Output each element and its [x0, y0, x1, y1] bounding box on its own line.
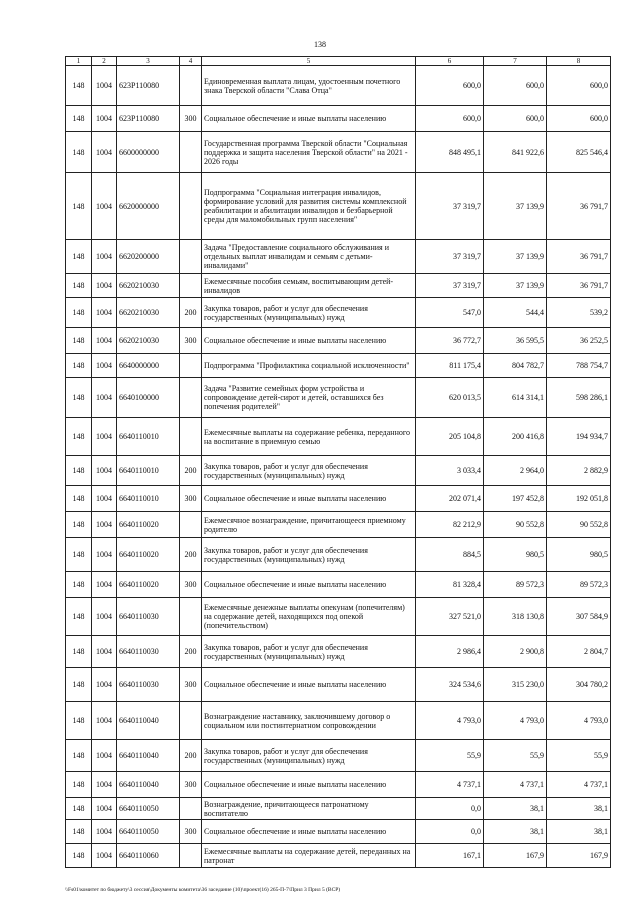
table-row	[66, 636, 611, 668]
cell-ministry-code: 148	[66, 572, 92, 598]
cell-amount-year2: 38,1	[484, 798, 547, 820]
cell-amount-year3: 167,9	[547, 844, 611, 868]
table-row	[66, 173, 611, 240]
cell-ministry-code: 148	[66, 702, 92, 740]
cell-target-article: 6620210030	[117, 298, 180, 328]
cell-amount-year1: 3 033,4	[416, 456, 484, 486]
cell-amount-year3: 2 804,7	[547, 636, 611, 668]
cell-target-article: 6640110010	[117, 456, 180, 486]
cell-amount-year3: 38,1	[547, 820, 611, 844]
cell-section-code: 1004	[92, 740, 117, 772]
cell-amount-year2: 600,0	[484, 106, 547, 132]
cell-amount-year1: 37 319,7	[416, 274, 484, 298]
table-row	[66, 106, 611, 132]
cell-amount-year3: 304 780,2	[547, 668, 611, 702]
cell-section-code: 1004	[92, 820, 117, 844]
cell-amount-year3: 90 552,8	[547, 512, 611, 538]
cell-expense-type: 200	[180, 740, 202, 772]
cell-expense-type: 200	[180, 456, 202, 486]
cell-section-code: 1004	[92, 456, 117, 486]
cell-ministry-code: 148	[66, 66, 92, 106]
cell-amount-year3: 89 572,3	[547, 572, 611, 598]
cell-target-article: 6620210030	[117, 274, 180, 298]
cell-amount-year2: 2 964,0	[484, 456, 547, 486]
cell-expense-type	[180, 173, 202, 240]
cell-section-code: 1004	[92, 378, 117, 418]
cell-section-code: 1004	[92, 328, 117, 354]
cell-target-article: 6640110020	[117, 572, 180, 598]
cell-ministry-code: 148	[66, 328, 92, 354]
cell-amount-year2: 200 416,8	[484, 418, 547, 456]
cell-amount-year2: 167,9	[484, 844, 547, 868]
cell-target-article: 6640110040	[117, 740, 180, 772]
cell-target-article: 6640110050	[117, 798, 180, 820]
cell-section-code: 1004	[92, 173, 117, 240]
cell-ministry-code: 148	[66, 132, 92, 173]
cell-description: Единовременная выплата лицам, удостоенным почетного знака Тверской области "Слава Отца"	[202, 66, 416, 106]
cell-target-article: 6640110030	[117, 636, 180, 668]
cell-ministry-code: 148	[66, 598, 92, 636]
cell-expense-type	[180, 798, 202, 820]
cell-amount-year2: 841 922,6	[484, 132, 547, 173]
cell-description: Социальное обеспечение и иные выплаты населению	[202, 328, 416, 354]
cell-description: Закупка товаров, работ и услуг для обеспечения государственных (муниципальных) нужд	[202, 298, 416, 328]
cell-description: Социальное обеспечение и иные выплаты населению	[202, 668, 416, 702]
cell-section-code: 1004	[92, 418, 117, 456]
cell-expense-type	[180, 702, 202, 740]
cell-description: Вознаграждение наставнику, заключившему договор о социальном или постинтернатном сопровождении	[202, 702, 416, 740]
cell-description: Подпрограмма "Профилактика социальной исключенности"	[202, 354, 416, 378]
cell-section-code: 1004	[92, 486, 117, 512]
cell-description: Ежемесячные выплаты на содержание ребенка, переданного на воспитание в приемную семью	[202, 418, 416, 456]
cell-target-article: 6640110020	[117, 538, 180, 572]
cell-section-code: 1004	[92, 636, 117, 668]
column-header: 6	[416, 57, 484, 66]
column-header: 3	[117, 57, 180, 66]
cell-amount-year1: 82 212,9	[416, 512, 484, 538]
cell-ministry-code: 148	[66, 772, 92, 798]
cell-amount-year3: 38,1	[547, 798, 611, 820]
table-row	[66, 820, 611, 844]
cell-amount-year3: 598 286,1	[547, 378, 611, 418]
cell-expense-type: 300	[180, 486, 202, 512]
table-row	[66, 132, 611, 173]
cell-section-code: 1004	[92, 298, 117, 328]
cell-amount-year3: 4 737,1	[547, 772, 611, 798]
cell-target-article: 6640110010	[117, 418, 180, 456]
cell-amount-year2: 4 793,0	[484, 702, 547, 740]
cell-amount-year3: 36 252,5	[547, 328, 611, 354]
cell-amount-year2: 38,1	[484, 820, 547, 844]
cell-ministry-code: 148	[66, 240, 92, 274]
cell-expense-type: 200	[180, 298, 202, 328]
cell-amount-year3: 825 546,4	[547, 132, 611, 173]
cell-description: Задача "Развитие семейных форм устройства и сопровождение детей-сирот и детей, оставшихся без попечения родителей"	[202, 378, 416, 418]
cell-amount-year2: 37 139,9	[484, 173, 547, 240]
cell-amount-year1: 324 534,6	[416, 668, 484, 702]
cell-target-article: 6620000000	[117, 173, 180, 240]
cell-description: Государственная программа Тверской области "Социальная поддержка и защита населения Тверской области" на 2021 - 2026 годы	[202, 132, 416, 173]
cell-amount-year3: 600,0	[547, 106, 611, 132]
cell-amount-year1: 55,9	[416, 740, 484, 772]
cell-ministry-code: 148	[66, 820, 92, 844]
cell-amount-year1: 884,5	[416, 538, 484, 572]
cell-description: Закупка товаров, работ и услуг для обеспечения государственных (муниципальных) нужд	[202, 456, 416, 486]
cell-amount-year2: 315 230,0	[484, 668, 547, 702]
cell-target-article: 6640000000	[117, 354, 180, 378]
cell-description: Подпрограмма "Социальная интеграция инвалидов, формирование условий для развития системы комплексной реабилитации и абилитации инвалидов и безбарьерной среды для маломобильных групп населения"	[202, 173, 416, 240]
cell-expense-type	[180, 240, 202, 274]
cell-ministry-code: 148	[66, 354, 92, 378]
cell-section-code: 1004	[92, 240, 117, 274]
cell-amount-year3: 307 584,9	[547, 598, 611, 636]
table-row	[66, 844, 611, 868]
cell-description: Ежемесячные пособия семьям, воспитывающим детей-инвалидов	[202, 274, 416, 298]
cell-amount-year1: 0,0	[416, 798, 484, 820]
cell-expense-type	[180, 354, 202, 378]
cell-amount-year2: 4 737,1	[484, 772, 547, 798]
table-row	[66, 66, 611, 106]
cell-description: Закупка товаров, работ и услуг для обеспечения государственных (муниципальных) нужд	[202, 740, 416, 772]
cell-amount-year1: 205 104,8	[416, 418, 484, 456]
cell-ministry-code: 148	[66, 274, 92, 298]
cell-amount-year1: 36 772,7	[416, 328, 484, 354]
cell-amount-year1: 0,0	[416, 820, 484, 844]
cell-amount-year1: 37 319,7	[416, 173, 484, 240]
cell-amount-year2: 600,0	[484, 66, 547, 106]
cell-description: Закупка товаров, работ и услуг для обеспечения государственных (муниципальных) нужд	[202, 636, 416, 668]
cell-amount-year3: 980,5	[547, 538, 611, 572]
cell-target-article: 6640110030	[117, 668, 180, 702]
cell-amount-year2: 90 552,8	[484, 512, 547, 538]
cell-ministry-code: 148	[66, 668, 92, 702]
cell-ministry-code: 148	[66, 173, 92, 240]
table-row	[66, 512, 611, 538]
cell-ministry-code: 148	[66, 740, 92, 772]
cell-ministry-code: 148	[66, 538, 92, 572]
cell-ministry-code: 148	[66, 512, 92, 538]
table-row	[66, 418, 611, 456]
cell-amount-year2: 544,4	[484, 298, 547, 328]
cell-section-code: 1004	[92, 598, 117, 636]
cell-expense-type	[180, 274, 202, 298]
cell-amount-year1: 2 986,4	[416, 636, 484, 668]
cell-ministry-code: 148	[66, 844, 92, 868]
cell-amount-year2: 36 595,5	[484, 328, 547, 354]
cell-description: Социальное обеспечение и иные выплаты населению	[202, 572, 416, 598]
cell-amount-year1: 4 793,0	[416, 702, 484, 740]
footer-file-path: \\Fs01\комитет по бюджету\3 сессия\Документы комитета\36 заседание (10)\проект(16) 265-П-7\Прил 3 Прил 5 (ВСР)	[65, 887, 341, 893]
cell-amount-year3: 2 882,9	[547, 456, 611, 486]
column-header: 8	[547, 57, 611, 66]
table-row	[66, 668, 611, 702]
table-row	[66, 572, 611, 598]
cell-section-code: 1004	[92, 572, 117, 598]
cell-amount-year2: 804 782,7	[484, 354, 547, 378]
cell-expense-type	[180, 132, 202, 173]
cell-ministry-code: 148	[66, 456, 92, 486]
cell-description: Задача "Предоставление социального обслуживания и отдельных выплат инвалидам и семьям с детьми-инвалидами"	[202, 240, 416, 274]
cell-expense-type	[180, 418, 202, 456]
cell-amount-year2: 980,5	[484, 538, 547, 572]
cell-amount-year3: 788 754,7	[547, 354, 611, 378]
cell-amount-year3: 539,2	[547, 298, 611, 328]
cell-amount-year3: 36 791,7	[547, 173, 611, 240]
cell-amount-year1: 620 013,5	[416, 378, 484, 418]
cell-section-code: 1004	[92, 844, 117, 868]
cell-target-article: 6640110010	[117, 486, 180, 512]
cell-section-code: 1004	[92, 798, 117, 820]
cell-description: Социальное обеспечение и иные выплаты населению	[202, 106, 416, 132]
cell-expense-type	[180, 598, 202, 636]
cell-target-article: 6640110050	[117, 820, 180, 844]
cell-amount-year1: 202 071,4	[416, 486, 484, 512]
cell-target-article: 6640100000	[117, 378, 180, 418]
column-header: 1	[66, 57, 92, 66]
cell-amount-year3: 192 051,8	[547, 486, 611, 512]
cell-amount-year3: 194 934,7	[547, 418, 611, 456]
table-row	[66, 598, 611, 636]
cell-target-article: 623Р110080	[117, 66, 180, 106]
cell-ministry-code: 148	[66, 418, 92, 456]
cell-target-article: 6640110060	[117, 844, 180, 868]
table-row	[66, 798, 611, 820]
cell-amount-year1: 547,0	[416, 298, 484, 328]
cell-expense-type	[180, 844, 202, 868]
cell-section-code: 1004	[92, 354, 117, 378]
cell-amount-year3: 55,9	[547, 740, 611, 772]
cell-section-code: 1004	[92, 274, 117, 298]
cell-target-article: 6640110040	[117, 772, 180, 798]
cell-target-article: 6640110020	[117, 512, 180, 538]
cell-amount-year3: 36 791,7	[547, 240, 611, 274]
column-header: 7	[484, 57, 547, 66]
cell-section-code: 1004	[92, 668, 117, 702]
table-row	[66, 274, 611, 298]
cell-expense-type	[180, 66, 202, 106]
cell-ministry-code: 148	[66, 798, 92, 820]
table-row	[66, 772, 611, 798]
cell-amount-year2: 37 139,9	[484, 240, 547, 274]
cell-description: Закупка товаров, работ и услуг для обеспечения государственных (муниципальных) нужд	[202, 538, 416, 572]
cell-ministry-code: 148	[66, 298, 92, 328]
table-row	[66, 538, 611, 572]
table-row	[66, 702, 611, 740]
table-header-row	[66, 57, 611, 66]
cell-expense-type: 300	[180, 328, 202, 354]
cell-expense-type: 300	[180, 106, 202, 132]
cell-amount-year1: 327 521,0	[416, 598, 484, 636]
cell-amount-year2: 55,9	[484, 740, 547, 772]
cell-description: Социальное обеспечение и иные выплаты населению	[202, 820, 416, 844]
table-row	[66, 486, 611, 512]
cell-description: Ежемесячные выплаты на содержание детей, переданных на патронат	[202, 844, 416, 868]
column-header: 2	[92, 57, 117, 66]
cell-amount-year2: 2 900,8	[484, 636, 547, 668]
cell-ministry-code: 148	[66, 636, 92, 668]
table-row	[66, 740, 611, 772]
cell-section-code: 1004	[92, 538, 117, 572]
cell-expense-type: 200	[180, 538, 202, 572]
cell-section-code: 1004	[92, 702, 117, 740]
cell-target-article: 6600000000	[117, 132, 180, 173]
cell-expense-type: 300	[180, 772, 202, 798]
cell-target-article: 6640110030	[117, 598, 180, 636]
table-row	[66, 328, 611, 354]
cell-amount-year1: 4 737,1	[416, 772, 484, 798]
table-row	[66, 240, 611, 274]
cell-expense-type	[180, 378, 202, 418]
budget-table	[65, 56, 611, 868]
column-header: 4	[180, 57, 202, 66]
cell-expense-type: 300	[180, 572, 202, 598]
cell-amount-year2: 89 572,3	[484, 572, 547, 598]
cell-ministry-code: 148	[66, 106, 92, 132]
cell-amount-year2: 197 452,8	[484, 486, 547, 512]
cell-description: Ежемесячные денежные выплаты опекунам (попечителям) на содержание детей, находящихся под опекой (попечительством)	[202, 598, 416, 636]
table-row	[66, 456, 611, 486]
cell-target-article: 6640110040	[117, 702, 180, 740]
page-number: 138	[314, 40, 326, 49]
cell-amount-year1: 167,1	[416, 844, 484, 868]
cell-description: Социальное обеспечение и иные выплаты населению	[202, 486, 416, 512]
cell-amount-year1: 37 319,7	[416, 240, 484, 274]
cell-amount-year1: 848 495,1	[416, 132, 484, 173]
cell-amount-year2: 614 314,1	[484, 378, 547, 418]
cell-amount-year1: 600,0	[416, 106, 484, 132]
cell-target-article: 623Р110080	[117, 106, 180, 132]
cell-amount-year1: 81 328,4	[416, 572, 484, 598]
cell-section-code: 1004	[92, 512, 117, 538]
cell-description: Вознаграждение, причитающееся патронатному воспитателю	[202, 798, 416, 820]
cell-amount-year1: 811 175,4	[416, 354, 484, 378]
cell-amount-year3: 600,0	[547, 66, 611, 106]
cell-amount-year2: 37 139,9	[484, 274, 547, 298]
cell-expense-type: 300	[180, 820, 202, 844]
cell-expense-type	[180, 512, 202, 538]
cell-target-article: 6620200000	[117, 240, 180, 274]
cell-amount-year3: 36 791,7	[547, 274, 611, 298]
cell-ministry-code: 148	[66, 486, 92, 512]
cell-expense-type: 300	[180, 668, 202, 702]
cell-target-article: 6620210030	[117, 328, 180, 354]
cell-description: Ежемесячное вознаграждение, причитающееся приемному родителю	[202, 512, 416, 538]
cell-amount-year3: 4 793,0	[547, 702, 611, 740]
cell-expense-type: 200	[180, 636, 202, 668]
cell-section-code: 1004	[92, 106, 117, 132]
column-header: 5	[202, 57, 416, 66]
cell-section-code: 1004	[92, 66, 117, 106]
cell-section-code: 1004	[92, 132, 117, 173]
cell-section-code: 1004	[92, 772, 117, 798]
cell-ministry-code: 148	[66, 378, 92, 418]
cell-amount-year2: 318 130,8	[484, 598, 547, 636]
table-row	[66, 354, 611, 378]
cell-amount-year1: 600,0	[416, 66, 484, 106]
table-row	[66, 378, 611, 418]
cell-description: Социальное обеспечение и иные выплаты населению	[202, 772, 416, 798]
table-row	[66, 298, 611, 328]
